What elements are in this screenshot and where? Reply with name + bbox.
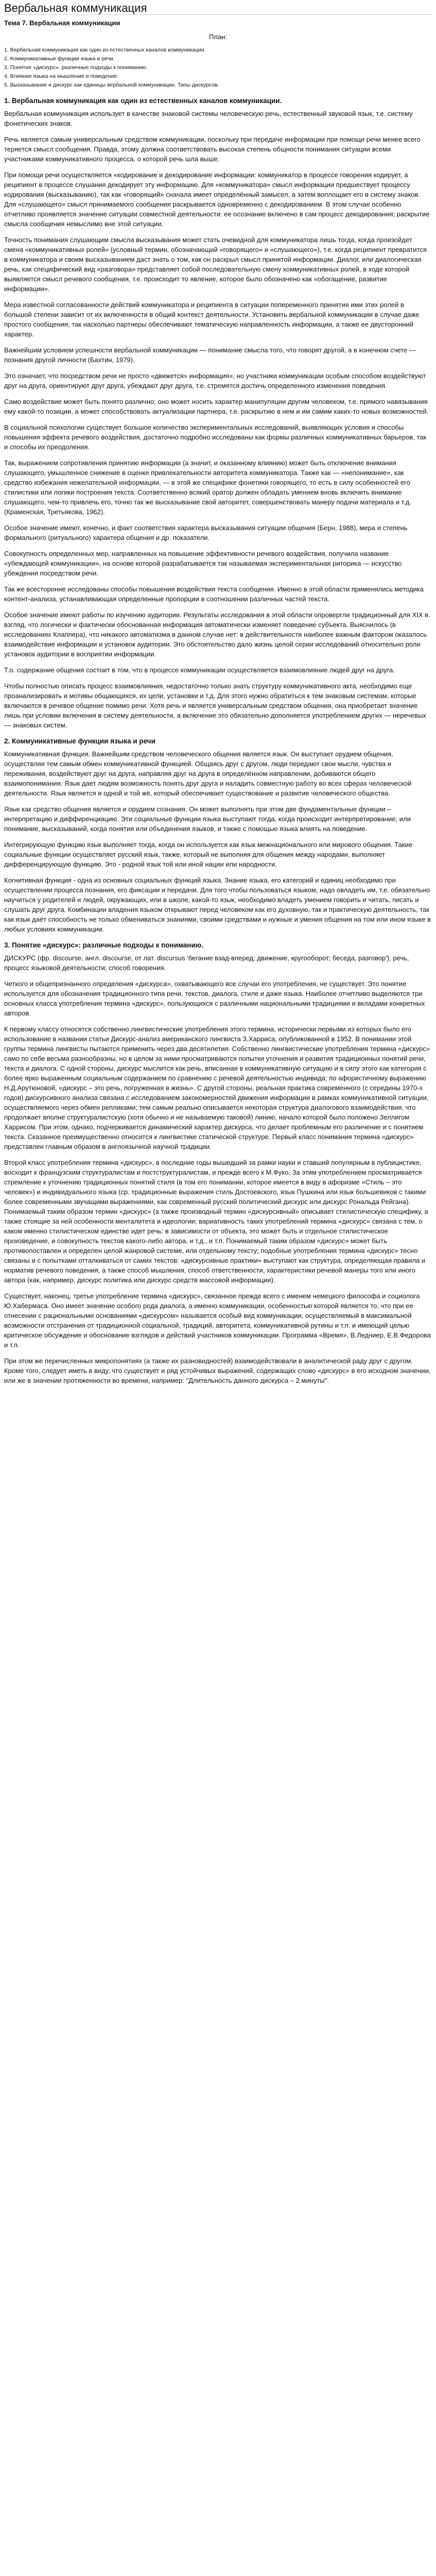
section-3-heading: 3. Понятие «дискурс»: различные подходы к пониманию. xyxy=(4,941,204,949)
document-header xyxy=(4,0,432,15)
paragraph: Язык как средство общения является и орудием сознания. Он может выполнять при этом две фундаментальные функции – интерпретацию и диффиренциацию. Эти социальные функции языка выступают тогда, когда происходит интерпретирование, или понимание, высказываний, когда понятия или объединения языков, и также с помощью языка влиять на поведение. xyxy=(4,805,411,833)
paragraph: Коммуникативная функция. Важнейшим средством человеческого общения является язык. Он выступает орудием общения, осуществляя тем самым обмен коммуникативной функцией. Общаясь друг с другом, люди передают свои мысли, чувства и переживания, воздействуют друг на друга, направляя друг на друга в определённом направлении, добиваются общего взаимопонимания. Язык дает людям возможность понять друг друга и наладить совместную работу во всех сферах человеческой деятельности. Язык является и одной и той же, который обеспечивает существование и развитие человеческого общества. xyxy=(4,750,412,797)
plan-list xyxy=(4,46,432,90)
paragraph: В социальной психологии существует большое количество экспериментальных исследований, выявляющих условия и способы повышения эффекта речевого воздействия, достаточно подробно исследованы как формы различных коммуникативных барьеров, так и способы их преодоления. xyxy=(4,423,427,451)
paragraph: Так, выражением сопротивления принятию информации (а значит, и оказанному влиянию) может быть отключение внимания слушающего, умышленное снижение в оценке привлекательности авторитета коммуникатора. Также как — «непонимание», как средство избежания нежелательной информации, — в этой же специфике фонетики говорящего, то есть в силу особенностей его стилистики или логики построения текста. Соответственно всякий оратор должен обладать умением вновь включить внимание слушающего, чем-то привлечь его, точно так же высказывание свой авторитет, совершенствовать манеру подачи материала и т.д. (Краменская, Третьякова, 1962). xyxy=(4,459,411,516)
paragraph: При помощи речи осуществляется «кодирование и декодирование информации: коммуникатор в процессе говорения кодирует, а реципиент в процессе слушания декодирует эту информацию. Для «коммуникатора» смысл информации предшествует процессу кодирования (высказыванию), так как «говорящий» сначала имеет определённый замысел, а затем воплощает его в систему знаков. Для «слушающего» смысл принимаемого сообщения раскрывается одновременно с декодированием. В этом случае особенно отчетливо проявляется значение ситуации совместной деятельности: ее осознание включено в сам процесс декодирования; раскрытие смысла сообщения немыслимо вне этой ситуации. xyxy=(4,171,430,228)
paragraph: Чтобы полностью описать процесс взаимовлияния, недостаточно только знать структуру коммуникативного акта, необходимо еще проанализировать и мотивы общающихся, их цели, установки и т.д. Для этого нужно обратиться к тем знаковым системам, которые включаются в речевое общение помимо речи. Хотя речь и является универсальным средством общения, она приобретает значение лишь при условии включения в систему деятельности, а включение это обязательно дополняется употреблением других — неречевых — знаковых систем. xyxy=(4,682,427,729)
paragraph: Само воздействие может быть понято различно: оно может носить характер манипуляции другим человеком, т.е. прямого навязывания ему какой-то позиции, а может способствовать актуализации партнера, т.е. раскрытию в нем и им самим каких-то новых возможностей. xyxy=(4,398,429,415)
topic-heading: Тема 7. Вербальная коммуникации xyxy=(4,19,120,27)
paragraph: Особое значение имеют, конечно, и факт соответствия характера высказывания ситуации общения (Берн, 1988), мера и степень формального (ритуального) характера общения и др. показатели. xyxy=(4,524,408,541)
paragraph: Важнейшим условием успешности вербальной коммуникации — понимание смысла того, что говорят другой, а в конечном счете — познания другой личности (Бахтин, 1979). xyxy=(4,346,416,364)
paragraph: Четкого и общепризнанного определения «дискурса», охватывающего все случаи его употребления, не существует. Это понятие используется для обозначения традиционного типа речи, текстов, диалога, стиле и даже языка. Наиболее отчетливо выделяются три основных класса употребления термина «дискурс», пользующихся с различными национальными традициями и вкладами конкретных авторов. xyxy=(4,980,425,1017)
paragraph: К первому классу относятся собственно лингвистические употребления этого термина, исторически первыми из которых было его использование в названии статьи Дискурс-анализ американского лингвиста З.Харриса, опубликованной в 1952. В понимании этой группы термина лингвисты пытаются применить через два десятилетия. Собственно лингвистические употребления термина «дискурс» само по себе весьма разнообразны, но в целом за ними просматриваются попытки уточнения и развития традиционных понятий речи, текста и диалога. С одной стороны, дискурс мыслится как речь, вписанная в коммуникативную ситуацию и в силу этого как категория с более ярко выраженным социальным содержанием по сравнению с речевой деятельностью индивида; по афористичному выражению Н.Д.Арутюновой, «дискурс – это речь, погруженная в жизнь». С другой стороны, реальная практика современного (с середины 1970-х годов) дискурсивного анализа связана с исследованием закономерностей движения информации в рамках коммуникативной ситуации, осуществляемого через обмен репликами; тем самым реально описывается некоторая структура диалогового взаимодействия, что продолжает вполне структуралистскую (хотя обычно и не называемую таковой) линию, начало которой было положено Зеллигом Харрисом. При этом, однако, подчеркивается динамический характер дискурса, что делает проблемным его различение и с понятием текста. Сказанное преимущественно относится к лингвистике статической структуре. Первый класс понимания термина «дискурс» представлен главным образом в англоязычной научной традиции. xyxy=(4,1025,430,1150)
paragraph: Точность понимания слушающим смысла высказывания может стать очевидной для коммуникатора лишь тогда, когда произойдет смена «коммуникативных ролей» (условный термин, обозначающий «говорящего» и «слушающего»), т.е. когда реципиент превратится в коммуникатора и своим высказыванием даст знать о том, как он раскрыл смысл принятой информации. Диалог, или диалогическая речь, как специфический вид «разговора» представляет собой последовательную смену коммуникативных ролей, в ходе которой выявляется смысл речевого сообщения, т.е. происходит то явление, которое было обозначено как «обогащение, развитие информации». xyxy=(4,236,427,293)
section-4-body xyxy=(4,1356,432,1385)
paragraph: Интегрирующую функцию язык выполняет тогда, когда он используется как язык межнационального или мирового общения. Такие социальные функции осуществляет русский язык, также, который не выполняя для общения между народами, выполняет дифференцирующую функцию. Это - родной язык той или иной нации или народности. xyxy=(4,841,413,868)
plan-item: 2. Коммуникативные функции языка и речи. xyxy=(4,56,115,62)
paragraph: Мера известной согласованности действий коммуникатора и реципиента в ситуации попеременного принятия ими этих ролей в большой степени зависит от их включенности в общий контекст деятельности. Установить вербальной коммуникации в случае даже простого сообщения, так насколько партнеры обеспечивают тематическую направленность информации, а также ее двусторонний характер. xyxy=(4,301,420,338)
plan-item: 3. Понятие «дискурс»: различные подходы к пониманию. xyxy=(4,64,148,71)
paragraph: Особое значение имеют работы по изучению аудитории. Результаты исследования в этой области опровергли традиционный для XIX в. взгляд, что логически и фактически обоснованная информация автоматически изменяет поведение субъекта. Выяснилось (в исследованиях Клаппера), что никакого автоматизма в данном случае нет: в действительности наиболее важным фактором оказалось взаимодействие информации и установок аудитории. Это обстоятельство дало жизнь целой серии исследований относительно роли установок аудитории в восприятии информации. xyxy=(4,611,430,658)
plan-item: 4. Влияние языка на мышление и поведение. xyxy=(4,73,119,79)
paragraph: Совокупность определенных мер, направленных на повышение эффективности речевого воздействия, получила название «убеждающей коммуникации», на основе которой разрабатывается так называемая экспериментальная риторика — искусство убеждения посредством речи. xyxy=(4,550,402,577)
paragraph: Это означает, что посредством речи не просто «движется» информация», но участники коммуникации особым способом воздействуют друг на друга, ориентируют друг друга, убеждают друг друга, т.е. стремятся достичь определенного изменения поведения. xyxy=(4,372,426,389)
paragraph: Второй класс употребления термина «дискурс», в последние годы вышедший за рамки науки и ставший популярным в публицистике, восходит к французским структуралистам и постструктуралистам, и прежде всего к М.Фуко. За этим употреблением просматривается стремление к уточнению традиционных понятий стиля (в том его понимании, которое имеется в виду в афоризме «Стиль – это человек») и индивидуального языка (ср. традиционные выражения стиль Достоевского, язык Пушкина или язык большевиков с такими более современными звучащими выражениями, как современный русский политический дискурс или дискурс Рональда Рейгана). Понимаемый таким образом термин «дискурс» (а также производный термин «дискурсивный» описывает стилистическую специфику, а также стоящие за ней особенности менталитета и идеологии; вариативность таких употреблений термина «дискурс» связана с тем, о каком именно стилистическом единстве идет речь: в зависимости от объекта, это может быть и отдельное стилистическое произведение, и совокупность текстов какого-либо автора, и т.д., и т.п. Понимаемый таким образом «дискурс» может быть противопоставлен и определен целой жанровой системе, или отдельному тексту; подобные употребления термина «дискурс» тесно связаны и с попытками отталкиваться от самих текстов: «дискурсивные практики» выступают как структура, определяющая правила и норматив речевого поведения, а также способ мышления, способ ответственности, характеристики речевой манеры того или иного автора (как, например, дискурс политика или дискурс средств массовой информации). xyxy=(4,1159,428,1284)
section-2-heading: 2. Коммуникативные функции языка и речи xyxy=(4,737,155,745)
document-title: Вербальная коммуникация xyxy=(4,2,147,14)
paragraph: При этом же перечисленных микропонятиях (а также их разновидностей) взаимодействовали в аналитической раду друг с другом. Кроме того, следует иметь в виду, что существует и ряд устойчивых выражений, содержащих слово «дискурс» в его исходном значении, или же в значении протяженности во времени, например: "Длительность данного дискурса – 2 минуты". xyxy=(4,1357,431,1384)
paragraph: Речь является самым универсальным средством коммуникации, поскольку при передаче информации при помощи речи менее всего теряется смысл сообщения. Правда, этому должна соответствовать высокая степень общности понимания ситуации всеми участниками коммуникативного процесса, о которой речь шла выше. xyxy=(4,135,421,163)
plan-item: 5. Высказывание и дискурс как единицы вербальной коммуникации. Типы дискурсов. xyxy=(4,82,219,88)
paragraph: Когнитивная функция - одна из основных социальных функций языка. Знание языка, его категорий и единиц необходимо при осуществлении процесса познания, его фиксации и передачи. Для того чтобы пользоваться языком, надо овладеть им, т.е. обязательно научиться у родителей и людей, окружающих, или в школе, какой-то язык, необходимо владеть умением говорить и читать, писать и слушать друг друга. Комбинации владения языком открывают перед человеком как его духовную, так и практическую деятельность, так как язык даёт способность не только обмениваться знаниями, своими средствами и нужные и умения общения на том или ином языке в любых условиях коммуникации. xyxy=(4,876,431,933)
paragraph: Т.о. содержание общения состоит в том, что в процессе коммуникации осуществляется взаимовлияние людей друг на друга. xyxy=(4,666,395,674)
paragraph: Так же всесторонне исследованы способы повышения воздействия текста сообщения. Именно в этой области применялись методика контент-анализа, устанавливающая определенные пропорции в соотношении различных частей текста. xyxy=(4,585,424,603)
paragraph: Существует, наконец, третье употребление термина «дискурс», связанное прежде всего с именем немецкого философа и социолога Ю.Хабермаса. Оно имеет значение особого рода диалога, а именно коммуникации, особенностью которой является то, что при ее отнесении с рациональными основаниями «дискурсом» называется особый вид коммуникации, осуществляемый в максимальной возможности отстранения от традиционной социальной, традиций, авторитета, коммуникативной рутины и т.п. и имеющий целью критическое обсуждение и обоснование взглядов и действий участников коммуникации. Программа «Время», В.Ледниер, Е.В.Федорова и т.п. xyxy=(4,1292,431,1349)
paragraph: ДИСКУРС (фр. discourse, англ. discourse, от лат. discursus 'бегание взад-вперед; движение, кругооборот; беседа, разговор'), речь, процесс языковой деятельности; способ говорения. xyxy=(4,954,409,972)
section-1-heading: 1. Вербальная коммуникация как один из естественных каналов коммуникации. xyxy=(4,97,282,105)
plan-title: План: xyxy=(209,33,227,41)
paragraph: Вербальная коммуникация использует в качестве знаковой системы человеческую речь, естественный звуковой язык, т.е. систему фонетических знаков. xyxy=(4,110,413,127)
section-3-body xyxy=(4,953,432,1350)
section-2-body xyxy=(4,749,432,934)
plan-item: 1. Вербальная коммуникация как один из естественных каналов коммуникации. xyxy=(4,47,206,53)
section-1-body xyxy=(4,109,432,730)
